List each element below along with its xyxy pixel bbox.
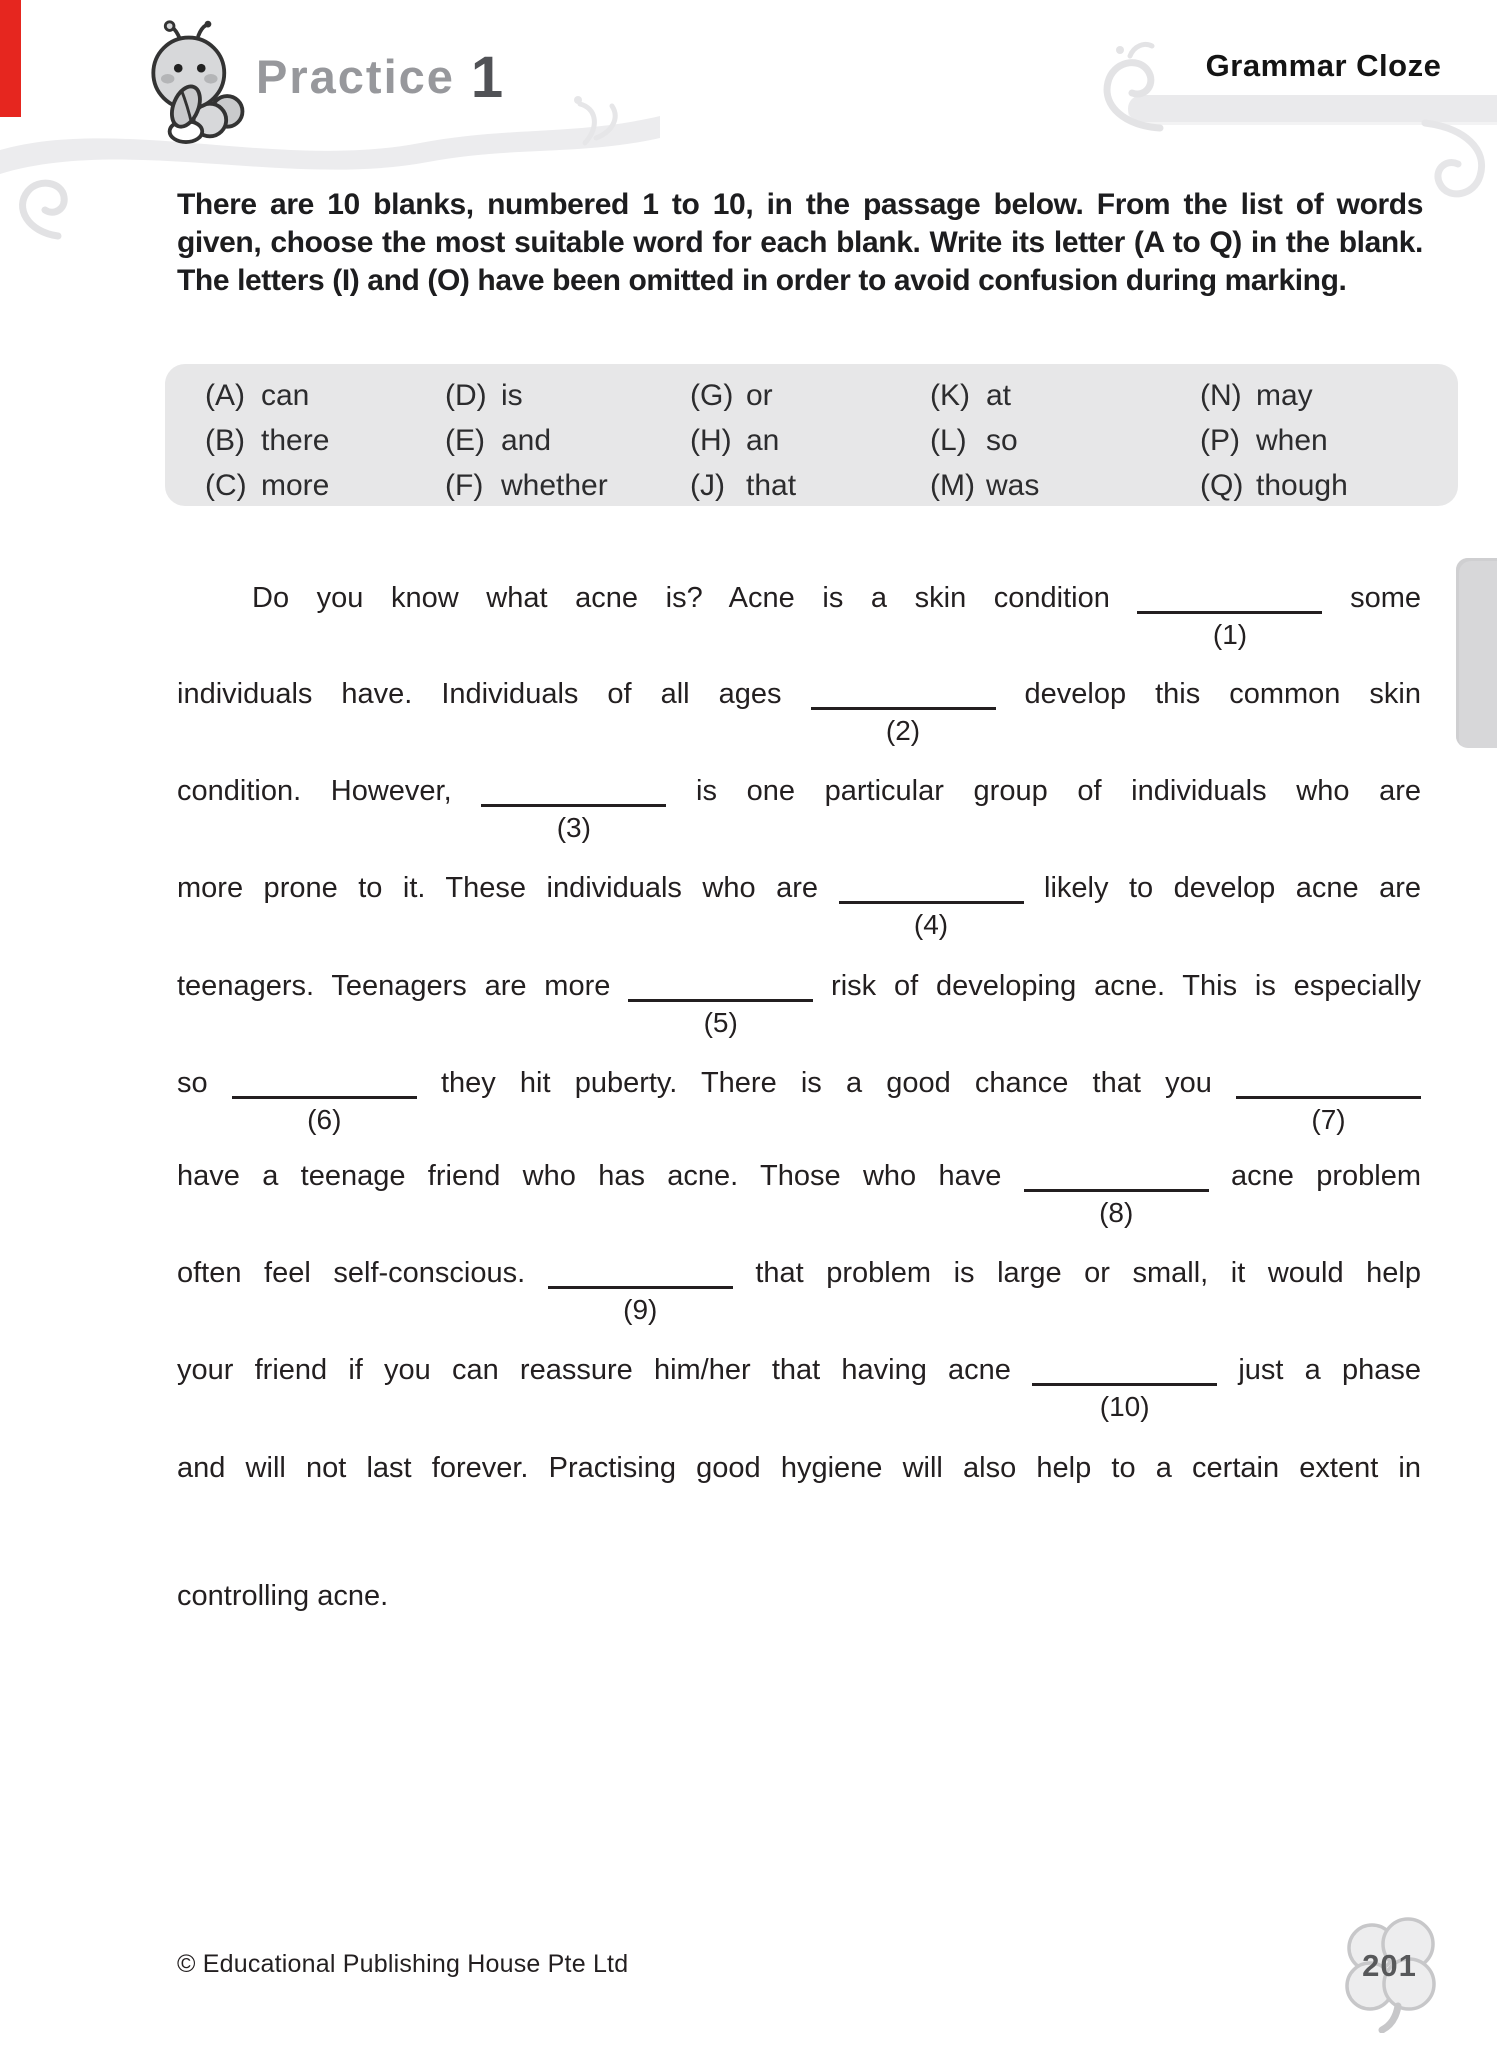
passage-text: is one particular group of individuals who are [696,775,1422,807]
word-bank-item [205,463,445,508]
page-title [256,44,503,111]
page-number: 201 [1362,1948,1417,1983]
blank-number: (6) [307,1104,342,1135]
word-bank-item [1200,418,1348,463]
word-bank-item [1200,463,1348,508]
passage-line [177,676,1422,746]
passage-text: individuals have. Individuals of all ages [177,678,782,710]
passage-text: develop this common skin [1024,678,1422,710]
passage-text: so [177,1067,208,1099]
word-bank-column [445,373,690,506]
word-bank-letter: (P) [1200,424,1240,457]
word-bank-letter: (N) [1200,379,1242,412]
passage-text: Do you know what acne is? Acne is a skin condition [252,582,1110,614]
passage-text: condition. However, [177,775,452,807]
word-bank-item [930,418,1200,463]
passage-line [177,1578,1421,1614]
passage-text: they hit puberty. There is a good chance that you [440,1067,1212,1099]
word-bank-letter: (H) [690,424,732,457]
blank-number: (2) [885,715,921,746]
blank-number: (4) [913,909,949,940]
blank-number: (3) [556,812,591,843]
passage-line [177,1450,1421,1486]
word-bank-word: when [1256,424,1328,457]
word-bank-column [930,373,1200,506]
word-bank-item [445,373,690,418]
word-bank-item [205,373,445,418]
answer-blank [1024,1159,1209,1228]
answer-blank [839,871,1024,940]
passage-text: likely to develop acne are [1044,872,1421,904]
passage-line [177,1352,1421,1422]
passage-line [177,773,1422,843]
passage-text: acne problem [1231,1160,1421,1192]
passage-line [177,1255,1421,1325]
answer-blank [1137,581,1322,650]
passage-line [177,870,1421,940]
word-bank-word: at [986,379,1012,412]
word-bank-item [690,463,930,508]
answer-blank [1032,1353,1217,1422]
passage-text: just a phase [1238,1354,1421,1386]
word-bank-item [1200,373,1348,418]
blank-number: (1) [1212,619,1248,650]
passage-text: and will not last forever. Practising good hygiene will also help to a certain extent in [177,1452,1421,1484]
word-bank-word: whether [501,469,608,502]
word-bank [165,364,1458,506]
word-bank-word: though [1256,469,1348,502]
passage-text: your friend if you can reassure him/her that having acne [177,1354,1011,1386]
blank-number: (9) [623,1294,658,1325]
passage-text: that problem is large or small, it would help [755,1257,1421,1289]
answer-blank [1236,1066,1421,1135]
page-edge-tab [1456,558,1497,748]
blank-number: (7) [1311,1104,1346,1135]
passage-text: controlling acne. [177,1580,389,1612]
word-bank-column [1200,373,1348,506]
copyright-text: © Educational Publishing House Pte Ltd [177,1950,629,1978]
word-bank-column [690,373,930,506]
word-bank-letter: (L) [930,424,967,457]
page-number-marker [1332,1908,1447,2033]
word-bank-word: more [261,469,330,502]
blank-number: (10) [1099,1391,1150,1422]
word-bank-word: there [261,424,330,457]
word-bank-letter: (E) [445,424,485,457]
section-title: Grammar Cloze [1205,48,1442,83]
answer-blank [811,677,996,746]
passage-line [177,1158,1421,1228]
practice-number: 1 [470,45,504,110]
word-bank-letter: (D) [445,379,487,412]
word-bank-letter: (A) [205,379,245,412]
word-bank-letter: (B) [205,424,245,457]
word-bank-letter: (C) [205,469,247,502]
word-bank-column [205,373,445,506]
answer-blank [628,969,813,1038]
passage-text: risk of developing acne. This is especially [831,970,1422,1002]
word-bank-letter: (G) [690,379,734,412]
word-bank-columns [205,373,1458,506]
blank-number: (5) [703,1007,738,1038]
word-bank-word: was [986,469,1040,502]
word-bank-item [205,418,445,463]
word-bank-item [930,463,1200,508]
caterpillar-mascot-icon [138,20,253,150]
word-bank-word: that [746,469,797,502]
word-bank-word: may [1256,379,1313,412]
word-bank-item [690,373,930,418]
answer-blank [481,774,666,843]
passage-text: teenagers. Teenagers are more [177,970,611,1002]
word-bank-word: and [501,424,552,457]
word-bank-word: is [501,379,523,412]
word-bank-letter: (J) [690,469,725,502]
word-bank-word: an [746,424,780,457]
passage-text: some [1350,582,1421,614]
word-bank-letter: (M) [930,469,975,502]
answer-blank [548,1256,733,1325]
instructions-text: There are 10 blanks, numbered 1 to 10, in the passage below. From the list of words given, choose the most suitable word for each blank. Write its letter (A to Q) in the blank. The letters (I) and (O) have been omitted in order to avoid confusion during marking. [177,188,1423,297]
passage-line [177,1065,1421,1135]
word-bank-item [445,418,690,463]
passage-line [177,968,1422,1038]
word-bank-letter: (F) [445,469,484,502]
passage-line [177,580,1421,650]
word-bank-letter: (K) [930,379,970,412]
word-bank-word: so [986,424,1018,457]
answer-blank [232,1066,417,1135]
word-bank-item [930,373,1200,418]
swirl-flourish-icon [1420,118,1497,213]
word-bank-item [445,463,690,508]
passage-text: more prone to it. These individuals who are [177,872,819,904]
practice-label: Practice [256,50,455,103]
passage-text: have a teenage friend who has acne. Those who have [177,1160,1002,1192]
blank-number: (8) [1099,1197,1134,1228]
word-bank-item [690,418,930,463]
word-bank-letter: (Q) [1200,469,1244,502]
word-bank-word: or [746,379,773,412]
passage-text: often feel self-conscious. [177,1257,526,1289]
word-bank-word: can [261,379,310,412]
